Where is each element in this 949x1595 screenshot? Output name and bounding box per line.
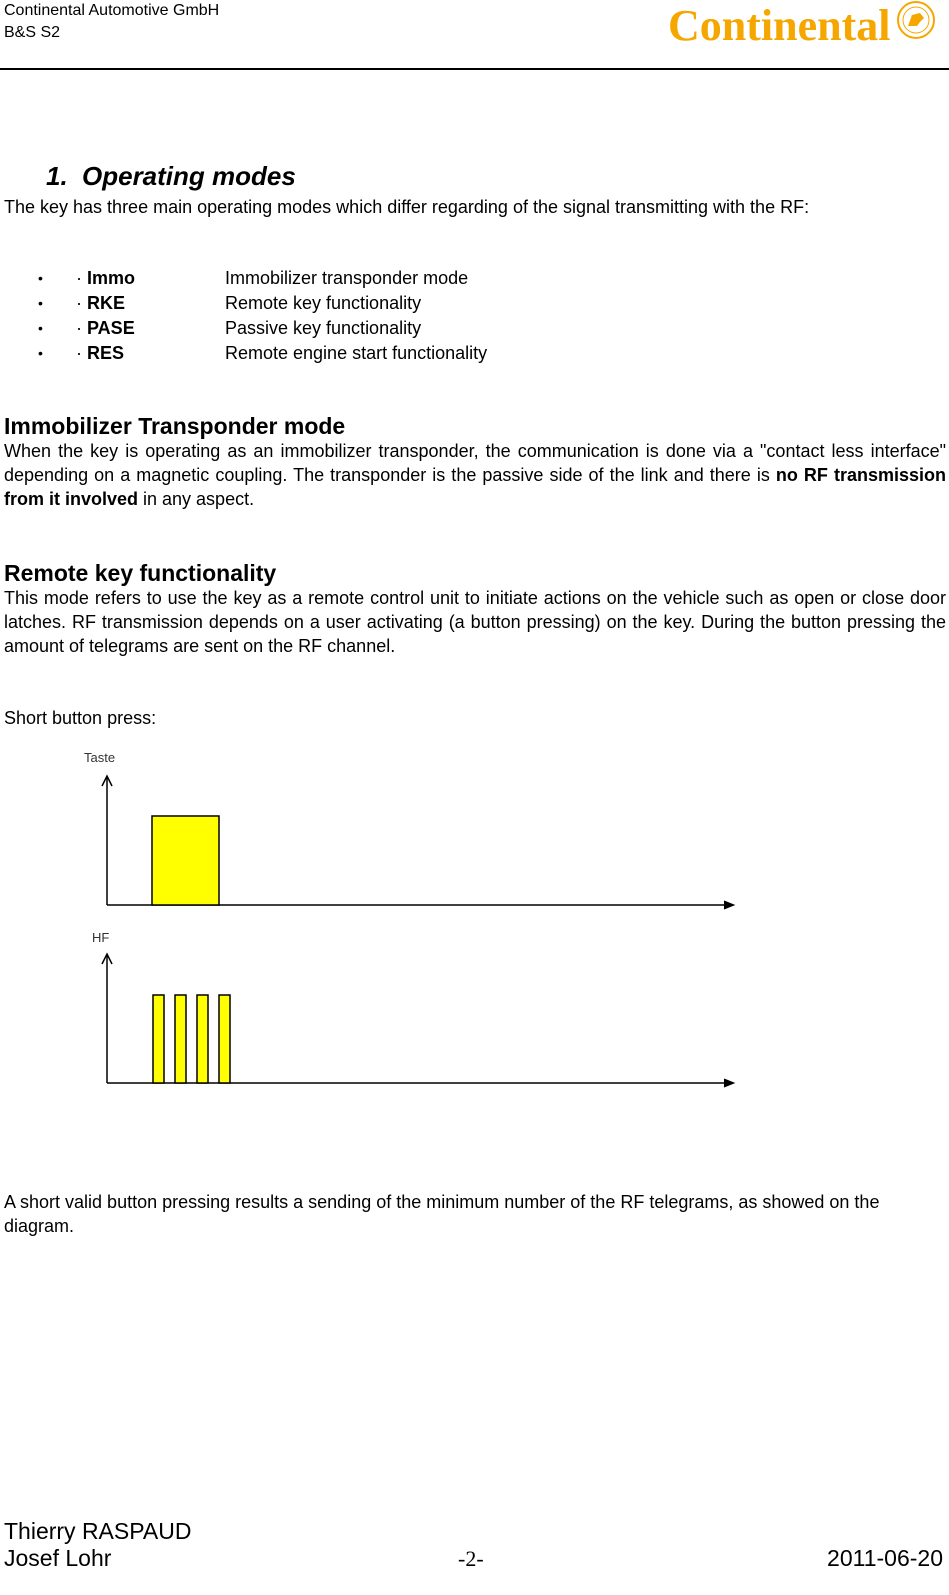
timing-diagram bbox=[80, 745, 760, 1100]
mode-description: Remote engine start functionality bbox=[225, 343, 488, 363]
mode-key: · PASE bbox=[76, 318, 135, 338]
list-item bbox=[0, 291, 700, 316]
section-title-text: Operating modes bbox=[82, 161, 296, 191]
remote-key-paragraph: This mode refers to use the key as a remote control unit to initiate actions on the vehicle such as open or close door latches. RF transmission depends on a user activating (a button pressing) on the key. During the button pressing the amount of telegrams are sent on the RF channel. bbox=[4, 588, 946, 656]
taste-axis-label: Taste bbox=[84, 750, 116, 765]
footer-date: 2011-06-20 bbox=[827, 1545, 943, 1571]
list-item bbox=[0, 316, 700, 341]
diagram-caption: A short valid button pressing results a sending of the minimum number of the RF telegrams, as showed on the diagram. bbox=[4, 1192, 880, 1236]
header-company-block bbox=[4, 0, 219, 44]
bullet-icon: • bbox=[38, 295, 43, 311]
intro-paragraph: The key has three main operating modes which differ regarding of the signal transmitting with the RF: bbox=[4, 197, 810, 217]
mode-key: · Immo bbox=[76, 268, 136, 288]
bullet-icon: • bbox=[38, 345, 43, 361]
hf-x-arrow-icon bbox=[724, 1079, 734, 1087]
hf-axis-label: HF bbox=[92, 930, 110, 945]
rf-telegram-pulse bbox=[219, 995, 230, 1083]
bullet-icon: • bbox=[38, 320, 43, 336]
continental-logo bbox=[668, 0, 940, 52]
short-press-label: Short button press: bbox=[4, 708, 157, 728]
mode-key: · RKE bbox=[76, 293, 126, 313]
immobilizer-paragraph: When the key is operating as an immobilizer transponder, the communication is done via a "contact less interface" depending on a magnetic coupling. The transponder is the passive side of the link and there is no RF transmission from it involved in any aspect. bbox=[4, 441, 946, 509]
mode-description: Immobilizer transponder mode bbox=[225, 268, 469, 288]
department-name: B&S S2 bbox=[4, 24, 61, 41]
section-title bbox=[46, 161, 296, 192]
button-press-pulse bbox=[152, 816, 219, 905]
mode-description: Remote key functionality bbox=[225, 293, 422, 313]
rf-telegram-pulse bbox=[197, 995, 208, 1083]
header-divider bbox=[0, 68, 949, 70]
logo-wordmark: Continental bbox=[668, 1, 891, 50]
footer-author: Josef Lohr bbox=[4, 1545, 112, 1571]
footer-author: Thierry RASPAUD bbox=[4, 1518, 192, 1544]
mode-key: · RES bbox=[76, 343, 125, 363]
immobilizer-heading: Immobilizer Transponder mode bbox=[4, 413, 346, 439]
section-number: 1. bbox=[46, 161, 68, 191]
list-item bbox=[0, 266, 700, 291]
taste-x-arrow-icon bbox=[724, 901, 734, 909]
list-item bbox=[0, 341, 700, 366]
bullet-icon: • bbox=[38, 270, 43, 286]
mode-description: Passive key functionality bbox=[225, 318, 422, 338]
operating-modes-list bbox=[0, 266, 700, 366]
page-number: -2- bbox=[458, 1546, 484, 1571]
company-name: Continental Automotive GmbH bbox=[4, 2, 220, 19]
rf-telegram-pulse bbox=[175, 995, 186, 1083]
rf-telegram-pulse bbox=[153, 995, 164, 1083]
remote-key-heading: Remote key functionality bbox=[4, 560, 277, 586]
